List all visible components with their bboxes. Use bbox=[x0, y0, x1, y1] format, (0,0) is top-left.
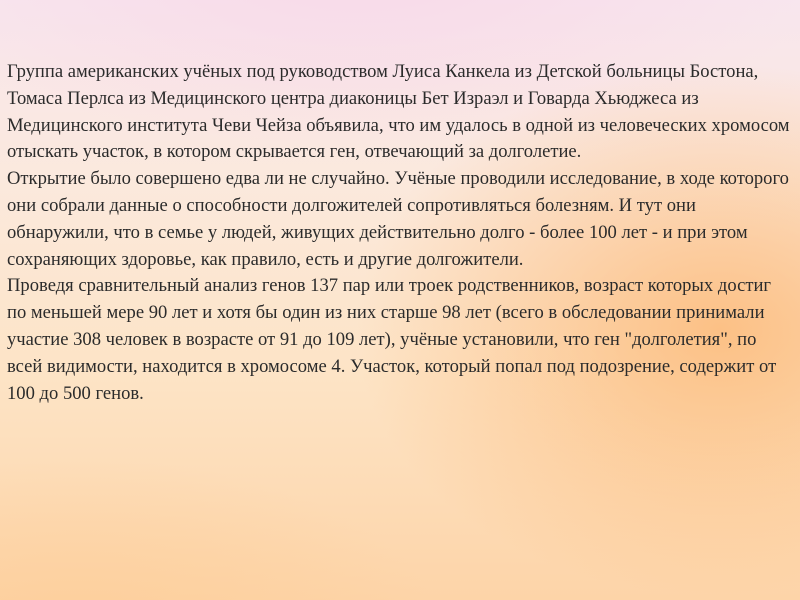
paragraph-discovery-circumstances: Открытие было совершено едва ли не случайно. Учёные проводили исследование, в ходе которого они собрали данные о способности долгожителей сопротивляться болезням. И тут они обнаружили, что в семье у людей, живущих действительно долго - более 100 лет - и при этом сохраняющих здоровье, как правило, есть и другие долгожители. bbox=[7, 168, 789, 270]
paragraph-gene-analysis: Проведя сравнительный анализ генов 137 пар или троек родственников, возраст которых достиг по меньшей мере 90 лет и хотя бы один из них старше 98 лет (всего в обследовании принимали участие 308 человек в возрасте от 91 до 109 лет), учёные установили, что ген "долголетия", по всей видимости, находится в хромосоме 4. Участок, который попал под подозрение, содержит от 100 до 500 генов. bbox=[7, 275, 777, 404]
paragraph-discovery-announcement: Группа американских учёных под руководством Луиса Канкела из Детской больницы Бостона, Томаса Перлса из Медицинского центра диаконицы Бет Израэл и Говарда Хьюджеса из Медицинского института Чеви Чейза объявила, что им удалось в одной из человеческих хромосом отыскать участок, в котором скрывается ген, отвечающий за долголетие. bbox=[7, 61, 790, 163]
slide-text-block bbox=[7, 59, 793, 407]
